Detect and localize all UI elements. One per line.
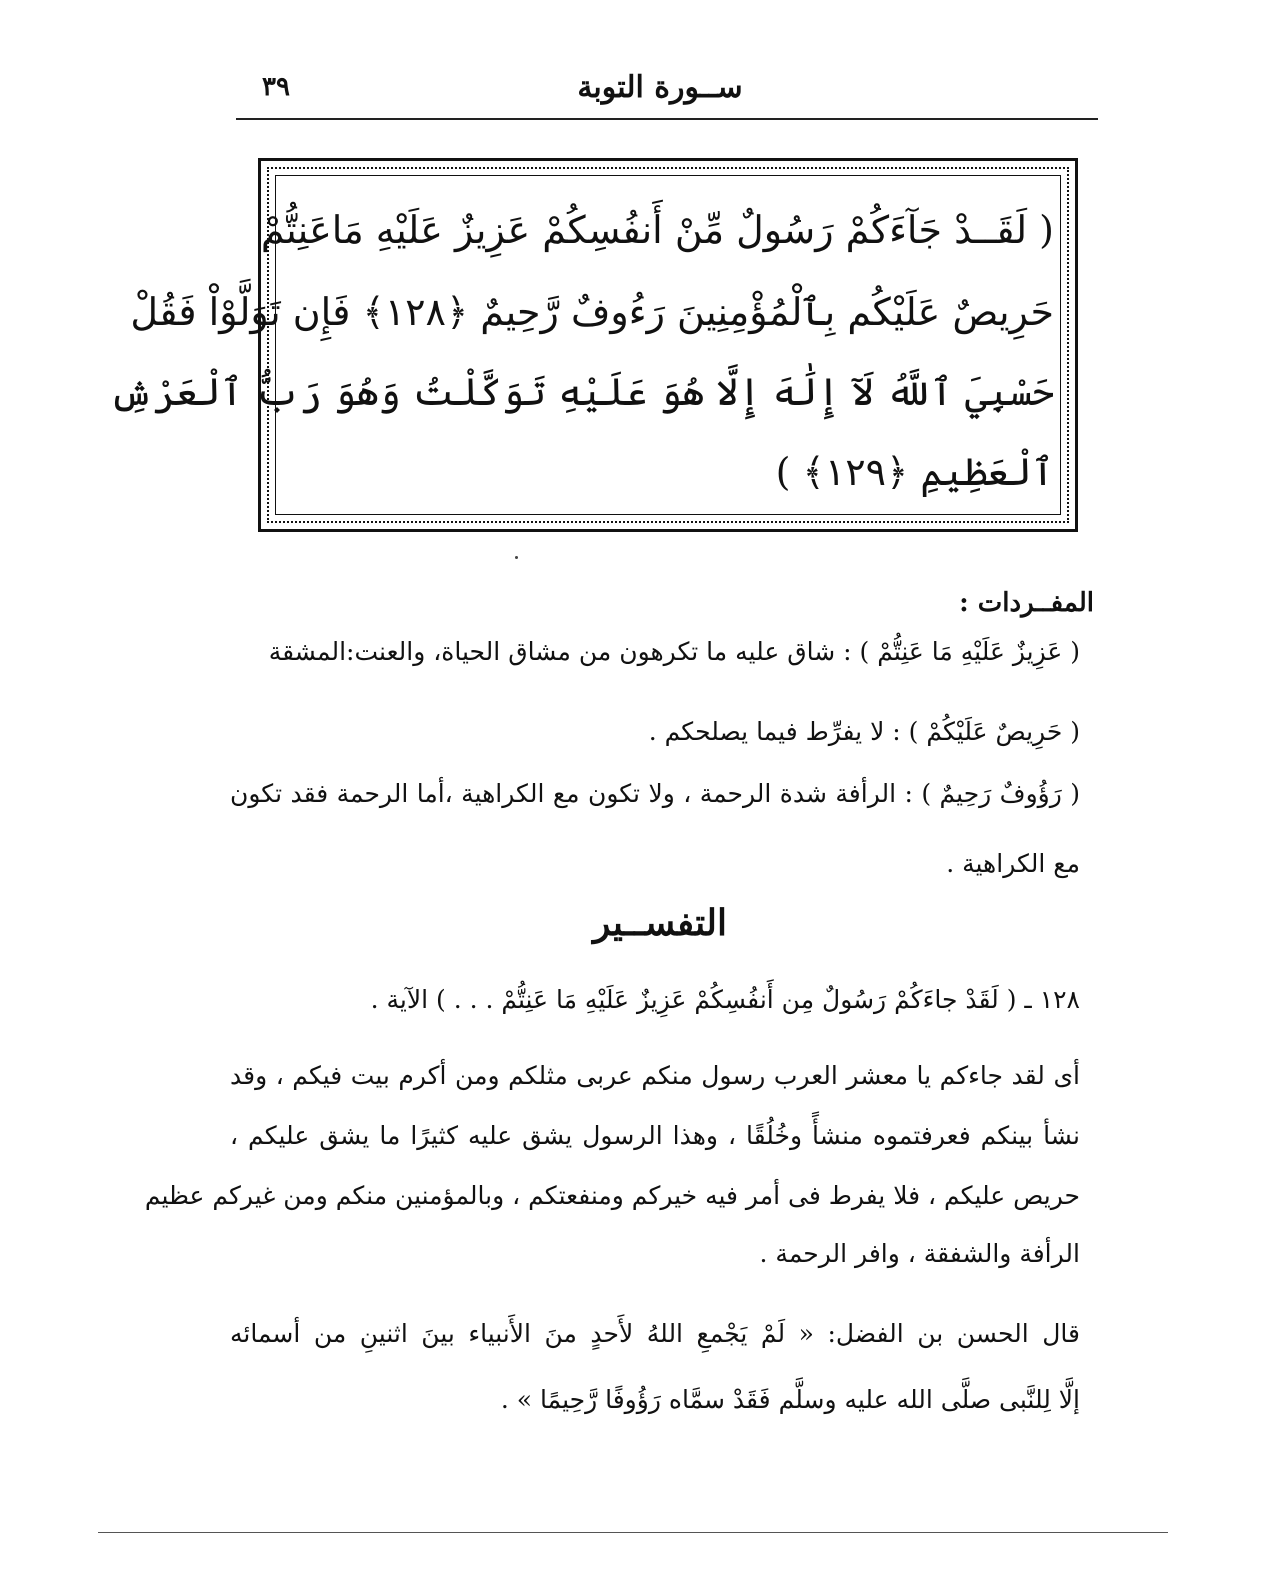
vocab-line: ( رَؤُوفٌ رَحِيمٌ ) : الرأفة شدة الرحمة ، ولا تكون مع الكراهية ،أما الرحمة فقد تكون bbox=[230, 779, 1080, 808]
ink-speck bbox=[515, 556, 518, 559]
paragraph-line: حريص عليكم ، فلا يفرط فى أمر فيه خيركم ومنفعتكم ، وبالمؤمنين منكم ومن غيركم عظيم bbox=[144, 1181, 1080, 1210]
vocab-line: مع الكراهية . bbox=[946, 849, 1080, 878]
page-number: ٣٩ bbox=[262, 72, 290, 102]
tafsir-title: التفســير bbox=[593, 902, 727, 944]
verse-line: حَسْبِيَ ٱللَّهُ لَآ إِلَٰهَ إِلَّا هُوَ عَلَيْهِ تَوَكَّلْتُ وَهُوَ رَبُّ ٱلْعَرْشِ bbox=[109, 370, 1054, 414]
tafsir-verse-ref: ١٢٨ ـ ( لَقَدْ جاءَكُمْ رَسُولٌ مِن أَنفُسِكُمْ عَزِيزٌ عَلَيْهِ مَا عَنِتُّمْ . . . ) الآية . bbox=[370, 985, 1080, 1014]
paragraph-line: نشأ بينكم فعرفتموه منشأً وخُلُقًا ، وهذا الرسول يشق عليه كثيرًا ما يشق عليكم ، bbox=[230, 1121, 1080, 1150]
verse-line: ٱلْعَظِيمِ ﴿١٢٩﴾ ) bbox=[775, 450, 1054, 494]
verse-line: ( لَقَــدْ جَآءَكُمْ رَسُولٌ مِّنْ أَنفُسِكُمْ عَزِيزٌ عَلَيْهِ مَاعَنِتُّمْ bbox=[260, 208, 1054, 252]
paragraph-line: إلَّا لِلنَّبى صلَّى الله عليه وسلَّم فَقَدْ سمَّاه رَؤُوفًا رَّحِيمًا » . bbox=[500, 1385, 1080, 1414]
surah-title: ســورة التوبة bbox=[577, 70, 743, 105]
paragraph-line: أى لقد جاءكم يا معشر العرب رسول منكم عربى مثلكم ومن أكرم بيت فيكم ، وقد bbox=[230, 1061, 1080, 1090]
vocab-line: ( حَرِيصٌ عَلَيْكُمْ ) : لا يفرِّط فيما يصلحكم . bbox=[648, 717, 1080, 746]
verse-line: حَرِيصٌ عَلَيْكُم بِٱلْمُؤْمِنِينَ رَءُوفٌ رَّحِيمٌ ﴿١٢٨﴾ فَإِن تَوَلَّوْاْ فَقُلْ bbox=[130, 290, 1054, 334]
vocab-line: ( عَزِيزٌ عَلَيْهِ مَا عَنِتُّمْ ) : شاق عليه ما تكرهون من مشاق الحياة، والعنت:المشقة bbox=[268, 637, 1080, 666]
header-rule bbox=[236, 118, 1098, 120]
footer-rule bbox=[98, 1532, 1168, 1533]
vocab-heading: المفــردات : bbox=[959, 588, 1094, 618]
paragraph-line: قال الحسن بن الفضل: « لَمْ يَجْمعِ اللهُ لأَحدٍ منَ الأَنبياء بينَ اثنينِ من أسمائه bbox=[230, 1319, 1080, 1348]
paragraph-line: الرأفة والشفقة ، وافر الرحمة . bbox=[759, 1239, 1080, 1268]
